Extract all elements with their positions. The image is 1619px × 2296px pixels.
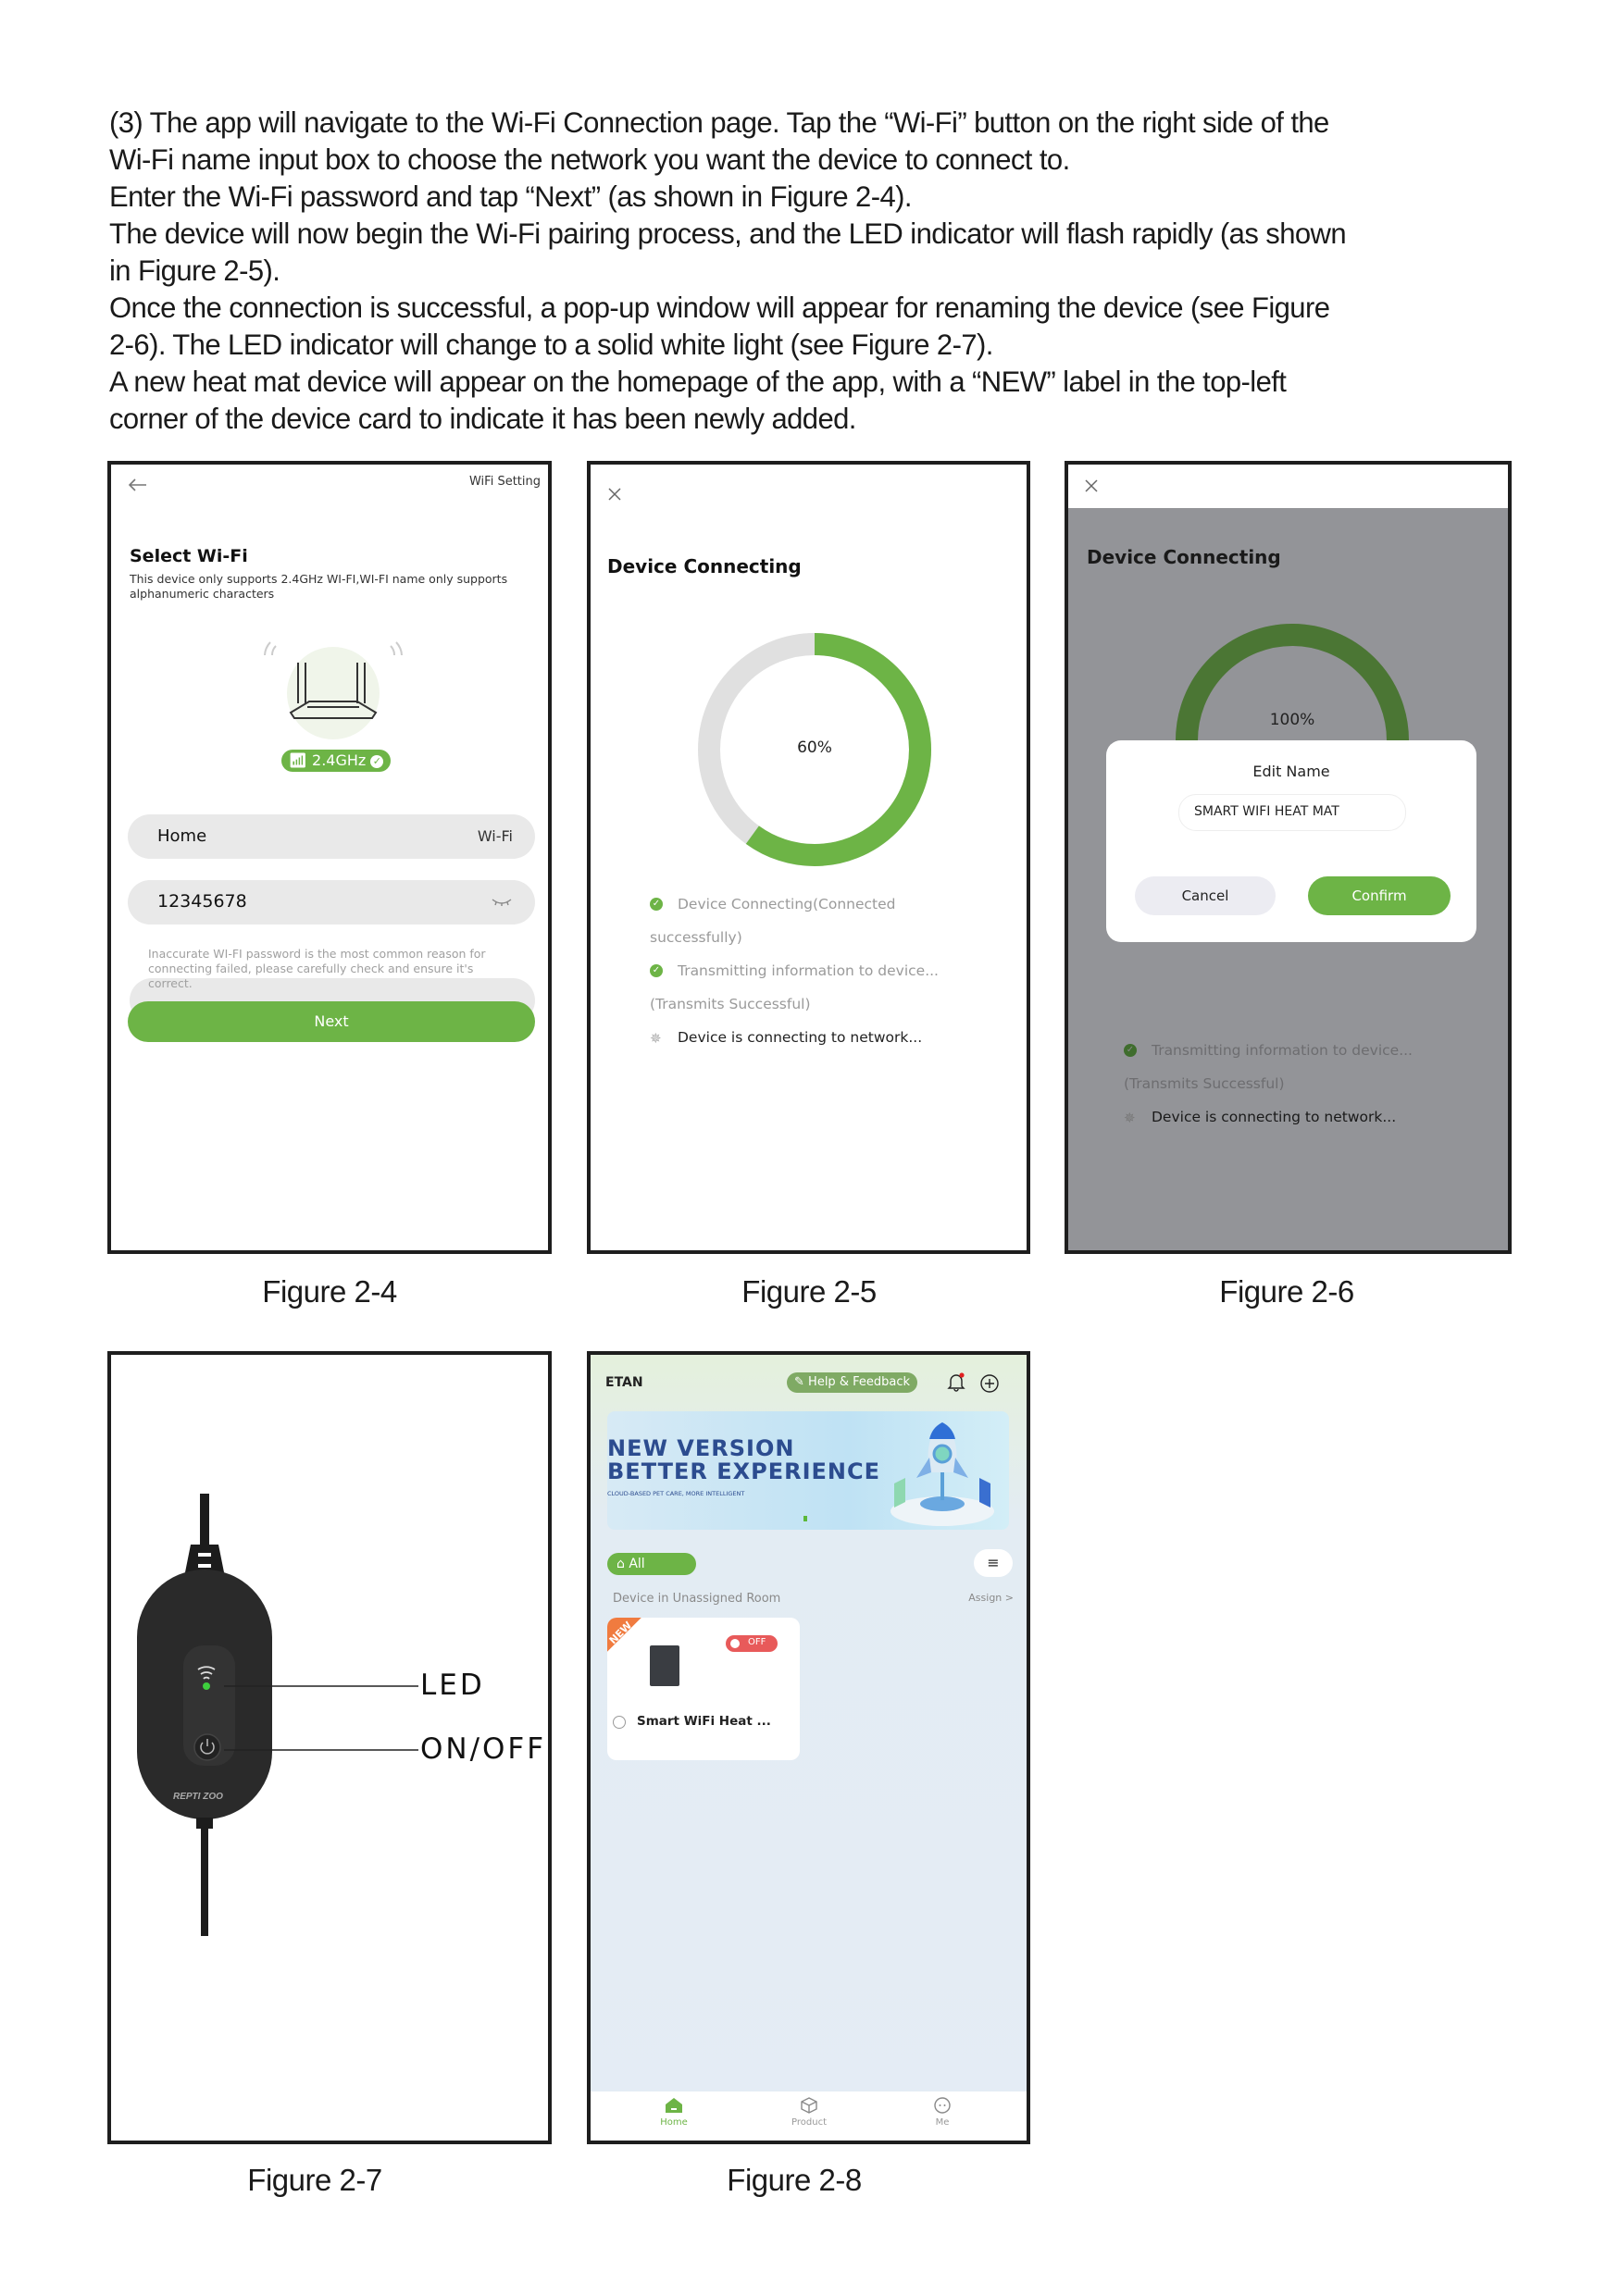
toggle-knob (730, 1639, 740, 1648)
connection-steps (650, 896, 1020, 1062)
home-icon (665, 2097, 683, 2114)
device-name-input[interactable] (1178, 794, 1406, 831)
step-item (1124, 1109, 1494, 1142)
confirm-button[interactable]: Confirm (1308, 876, 1451, 915)
chat-bubble-icon (933, 2097, 952, 2114)
instruction-line: Once the connection is successful, a pop-up window will appear for renaming the device (see Figure (109, 291, 1330, 324)
close-icon[interactable] (607, 487, 622, 502)
select-radio[interactable] (613, 1716, 626, 1729)
banner-subtitle: CLOUD-BASED PET CARE, MORE INTELLIGENT (607, 1490, 745, 1497)
nav-home[interactable] (637, 2097, 711, 2128)
filter-all-label: All (629, 1557, 645, 1571)
wifi-password-input[interactable] (128, 880, 535, 925)
power-toggle[interactable] (726, 1635, 778, 1652)
brand-logo: REPTI ZOO (173, 1792, 223, 1802)
page-title: Device Connecting (607, 555, 802, 577)
step-item (650, 896, 1020, 929)
instruction-line: Wi-Fi name input box to choose the network you want the device to connect to. (109, 143, 1070, 176)
band-label: 2.4GHz (312, 751, 367, 769)
next-button[interactable]: Next (128, 1001, 535, 1042)
wifi-requirement-text: This device only supports 2.4GHz WI-FI,WI-FI name only supports alphanumeric characters (130, 572, 508, 601)
instruction-line: 2-6). The LED indicator will change to a solid white light (see Figure 2-7). (109, 328, 993, 361)
header-title: WiFi Setting (468, 475, 541, 489)
figure-2-8-home-screen (587, 1351, 1030, 2144)
connection-steps (1124, 1042, 1494, 1142)
led-indicator (203, 1682, 210, 1690)
wifi-password-value: 12345678 (157, 891, 247, 912)
edit-name-dialog (1106, 740, 1476, 942)
banner-headline-1: NEW VERSION (607, 1435, 795, 1461)
wifi-name-input[interactable] (128, 814, 535, 859)
progress-label: 60% (797, 738, 832, 757)
power-label: ON/OFF (420, 1732, 547, 1766)
step-text: Transmitting information to device... (678, 962, 939, 979)
instruction-line: (3) The app will navigate to the Wi-Fi Connection page. Tap the “Wi-Fi” button on the right side of the (109, 105, 1329, 139)
app-name: ETAN (605, 1375, 643, 1390)
figure-2-7-controller-photo (107, 1351, 552, 2144)
page-title: Select Wi-Fi (130, 546, 248, 566)
help-feedback-button[interactable] (787, 1372, 917, 1393)
loading-spinner-icon: ✵ (1124, 1110, 1136, 1126)
step-text: Device is connecting to network... (678, 1029, 923, 1046)
rocket-illustration (876, 1411, 1009, 1530)
new-badge: NEW (607, 1619, 635, 1647)
wifi-icon: 📶︎ (288, 751, 307, 769)
figure-caption: Figure 2-8 (727, 2163, 862, 2197)
dialog-title: Edit Name (1252, 763, 1330, 780)
home-icon: ⌂ (616, 1557, 625, 1571)
figure-caption: Figure 2-5 (741, 1274, 877, 1309)
instruction-line: in Figure 2-5). (109, 254, 280, 287)
instruction-line: A new heat mat device will appear on the homepage of the app, with a “NEW” label in the top-left (109, 365, 1287, 398)
figure-2-5-device-connecting-screen (587, 461, 1030, 1254)
instruction-line: corner of the device card to indicate it has been newly added. (109, 402, 856, 435)
instruction-text (109, 104, 1532, 437)
figure-2-6-edit-name-dialog-screen (1065, 461, 1512, 1254)
step-text: Device Connecting(Connected (678, 896, 896, 912)
step-text: Device is connecting to network... (1152, 1109, 1397, 1125)
wifi-select-button[interactable]: Wi-Fi (477, 827, 513, 845)
step-text: Transmitting information to device... (1152, 1042, 1413, 1059)
check-circle-icon: ✓ (370, 755, 383, 768)
bottom-nav (591, 2091, 1027, 2141)
page-title: Device Connecting (1087, 546, 1281, 568)
check-circle-icon: ✓ (1124, 1044, 1137, 1057)
nav-me[interactable] (905, 2097, 979, 2128)
help-feedback-label: Help & Feedback (808, 1375, 910, 1389)
carousel-indicator[interactable] (803, 1516, 807, 1521)
check-circle-icon: ✓ (650, 964, 663, 977)
device-name-value: SMART WIFI HEAT MAT (1194, 804, 1339, 819)
top-bar (1068, 465, 1508, 508)
figure-caption: Figure 2-4 (262, 1274, 397, 1309)
figure-caption: Figure 2-6 (1219, 1274, 1354, 1309)
toggle-state: OFF (748, 1637, 766, 1647)
promo-banner[interactable] (607, 1411, 1009, 1530)
nav-label: Product (791, 2117, 827, 2128)
figure-caption: Figure 2-7 (247, 2163, 382, 2197)
menu-icon[interactable]: ≡ (974, 1549, 1013, 1577)
edit-note-icon: ✎ (794, 1375, 804, 1389)
eye-closed-icon[interactable] (491, 898, 513, 907)
cancel-button[interactable]: Cancel (1135, 876, 1276, 915)
device-card[interactable] (607, 1618, 800, 1760)
device-name: Smart WiFi Heat ... (637, 1714, 771, 1729)
check-circle-icon: ✓ (650, 898, 663, 911)
led-label: LED (420, 1669, 485, 1702)
step-continuation: (Transmits Successful) (1124, 1075, 1285, 1092)
bell-icon[interactable] (946, 1371, 966, 1392)
instruction-line: The device will now begin the Wi-Fi pairing process, and the LED indicator will flash rapidly (as shown (109, 217, 1347, 250)
step-item (650, 962, 1020, 996)
nav-product[interactable] (772, 2097, 846, 2128)
assign-link[interactable]: Assign > (968, 1592, 1014, 1604)
progress-label: 100% (1269, 711, 1315, 729)
nav-label: Home (660, 2117, 688, 2128)
close-icon[interactable] (1085, 479, 1098, 492)
filter-all-chip[interactable] (607, 1553, 696, 1575)
nav-label: Me (935, 2117, 950, 2128)
instruction-line: Enter the Wi-Fi password and tap “Next” (as shown in Figure 2-4). (109, 180, 912, 213)
password-hint: Inaccurate WI-FI password is the most common reason for connecting failed, please carefully check and ensure it's correct. (148, 947, 486, 990)
step-continuation: (Transmits Successful) (650, 996, 811, 1012)
step-item (650, 1029, 1020, 1062)
loading-spinner-icon: ✵ (650, 1030, 662, 1047)
cube-icon (800, 2097, 818, 2114)
section-title: Device in Unassigned Room (613, 1592, 781, 1606)
banner-headline-2: BETTER EXPERIENCE (607, 1458, 880, 1484)
step-item (1124, 1042, 1494, 1075)
step-continuation: successfully) (650, 929, 742, 946)
add-circle-icon[interactable] (979, 1373, 1000, 1394)
device-thumbnail (650, 1645, 679, 1686)
wifi-name-value: Home (157, 826, 207, 846)
